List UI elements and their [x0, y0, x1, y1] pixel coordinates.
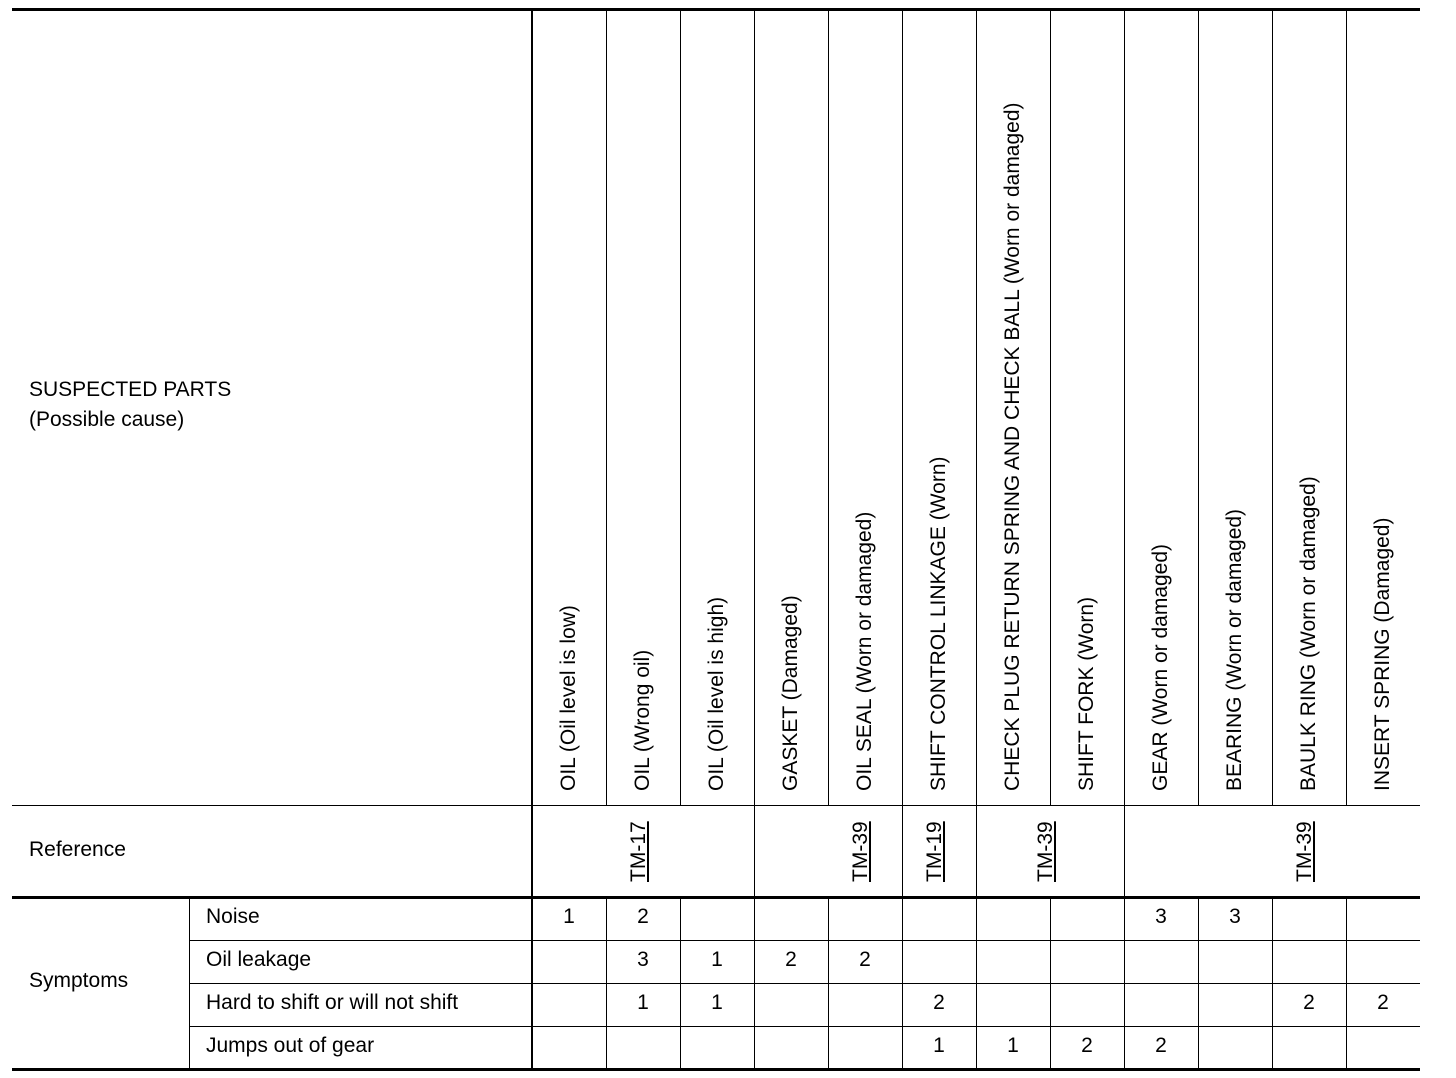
part-header-bearing-worn-or-damaged: BEARING (Worn or damaged): [1223, 508, 1246, 791]
part-header-check-plug-return-spring-and-check-ball-worn-or-damaged: CHECK PLUG RETURN SPRING AND CHECK BALL (Worn or damaged): [1001, 102, 1024, 791]
symptom-value-cell: 1: [711, 948, 723, 971]
row-divider-2: [190, 983, 1420, 984]
symptom-value-cell: 1: [563, 905, 575, 928]
reference-link-tm-39-4[interactable]: TM-39: [1293, 821, 1316, 882]
column-divider: [902, 10, 903, 806]
symptom-value-cell: 2: [1303, 991, 1315, 1014]
column-divider: [1198, 10, 1199, 806]
row-divider-3: [190, 1026, 1420, 1027]
symptom-value-cell: 2: [933, 991, 945, 1014]
column-divider: [828, 898, 829, 1070]
header-divider: [12, 805, 1420, 806]
symptom-value-cell: 3: [1229, 905, 1241, 928]
part-header-shift-fork-worn: SHIFT FORK (Worn): [1075, 596, 1098, 791]
column-divider: [976, 10, 977, 806]
symptom-value-cell: 2: [785, 948, 797, 971]
part-header-oil-oil-level-is-low: OIL (Oil level is low): [557, 605, 580, 791]
bottom-border: [12, 1068, 1420, 1071]
symptom-name-jumps-out-of-gear: Jumps out of gear: [206, 1034, 375, 1057]
symptom-value-cell: 2: [1081, 1034, 1093, 1057]
symptom-value-cell: 2: [1377, 991, 1389, 1014]
reference-group-divider: [1124, 806, 1125, 898]
column-divider: [828, 10, 829, 806]
column-divider: [1346, 10, 1347, 806]
symptom-value-cell: 2: [1155, 1034, 1167, 1057]
symptom-value-cell: 1: [637, 991, 649, 1014]
symptom-value-cell: 1: [711, 991, 723, 1014]
symptom-name-divider: [189, 898, 190, 1070]
part-header-baulk-ring-worn-or-damaged: BAULK RING (Worn or damaged): [1297, 476, 1320, 791]
column-divider: [1346, 898, 1347, 1070]
symptom-value-cell: 3: [637, 948, 649, 971]
column-divider: [606, 10, 607, 806]
column-divider: [754, 10, 755, 806]
symptom-name-noise: Noise: [206, 905, 260, 928]
suspected-parts-title: SUSPECTED PARTS: [29, 378, 232, 401]
symptom-value-cell: 1: [1007, 1034, 1019, 1057]
column-divider: [680, 10, 681, 806]
part-header-gasket-damaged: GASKET (Damaged): [779, 595, 802, 791]
symptom-value-cell: 2: [859, 948, 871, 971]
row-divider-1: [190, 940, 1420, 941]
reference-label: Reference: [29, 838, 126, 861]
column-divider: [1124, 10, 1125, 806]
reference-link-tm-39-3[interactable]: TM-39: [1034, 821, 1057, 882]
column-divider: [1050, 10, 1051, 806]
top-border: [12, 8, 1420, 11]
column-divider: [680, 898, 681, 1070]
symptom-value-cell: 2: [637, 905, 649, 928]
reference-divider: [12, 896, 1420, 899]
part-header-oil-seal-worn-or-damaged: OIL SEAL (Worn or damaged): [853, 511, 876, 791]
symptoms-label: Symptoms: [29, 969, 129, 992]
symptom-name-oil-leakage: Oil leakage: [206, 948, 312, 971]
reference-link-tm-17-0[interactable]: TM-17: [627, 821, 650, 882]
column-divider: [754, 898, 755, 1070]
symptom-value-cell: 3: [1155, 905, 1167, 928]
column-divider: [1272, 898, 1273, 1070]
reference-link-tm-39-1[interactable]: TM-39: [849, 821, 872, 882]
part-header-shift-control-linkage-worn: SHIFT CONTROL LINKAGE (Worn): [927, 456, 950, 791]
column-divider: [1272, 10, 1273, 806]
suspected-parts-subtitle: (Possible cause): [29, 408, 185, 431]
part-header-insert-spring-damaged: INSERT SPRING (Damaged): [1371, 517, 1394, 791]
reference-group-divider: [902, 806, 903, 898]
reference-group-divider: [754, 806, 755, 898]
symptom-value-cell: 1: [933, 1034, 945, 1057]
part-header-oil-oil-level-is-high: OIL (Oil level is high): [705, 596, 728, 791]
part-header-oil-wrong-oil: OIL (Wrong oil): [631, 649, 654, 791]
reference-group-divider: [976, 806, 977, 898]
part-header-gear-worn-or-damaged: GEAR (Worn or damaged): [1149, 543, 1172, 791]
reference-link-tm-19-2[interactable]: TM-19: [923, 821, 946, 882]
symptom-name-hard-to-shift: Hard to shift or will not shift: [206, 991, 459, 1014]
